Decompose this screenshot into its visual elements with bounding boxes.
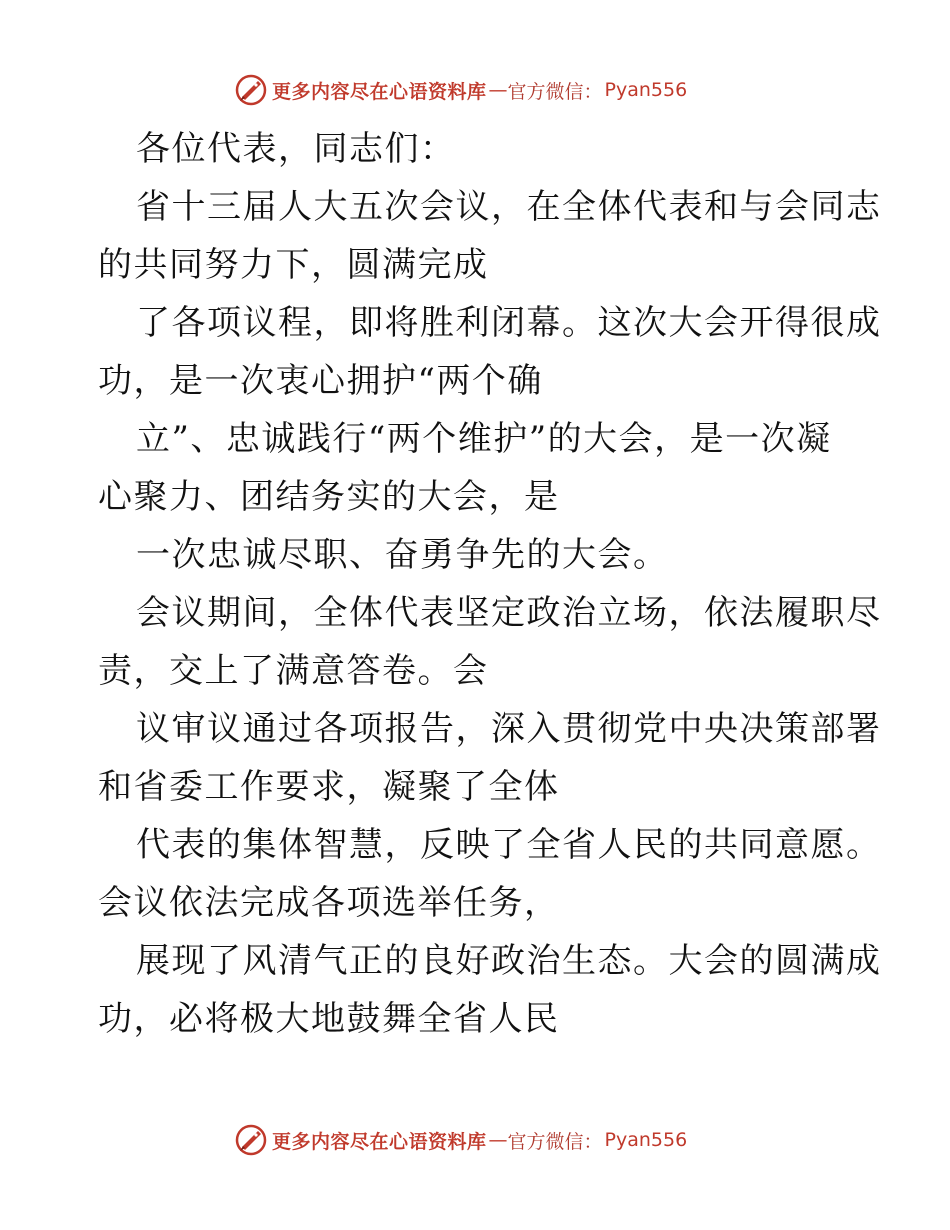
paragraph-line: 心聚力、团结务实的大会，是 — [98, 477, 560, 517]
pen-nib-logo-icon — [234, 1123, 268, 1157]
banner-wechat-label: 官方微信： — [507, 80, 603, 103]
banner-site-text: 更多内容尽在心语资料库 — [272, 80, 487, 103]
banner-wechat-label: 官方微信： — [507, 1130, 603, 1153]
banner-dash: — — [488, 1129, 508, 1151]
salutation-line: 各位代表，同志们： — [136, 129, 456, 169]
banner-wechat-id: Pyan556 — [604, 1129, 688, 1151]
paragraph-line: 会议期间，全体代表坚定政治立场，依法履职尽 — [136, 593, 882, 633]
paragraph-line: 议审议通过各项报告，深入贯彻党中央决策部署 — [136, 709, 882, 749]
paragraph-line: 功，必将极大地鼓舞全省人民 — [98, 999, 560, 1039]
paragraph-line: 展现了风清气正的良好政治生态。大会的圆满成 — [136, 941, 882, 981]
document-body — [98, 120, 882, 1048]
paragraph-line: 省十三届人大五次会议，在全体代表和与会同志 — [136, 187, 882, 227]
paragraph-line: 立”、忠诚践行“两个维护”的大会，是一次凝 — [136, 419, 832, 459]
paragraph-line: 和省委工作要求，凝聚了全体 — [98, 767, 560, 807]
paragraph-line: 一次忠诚尽职、奋勇争先的大会。 — [136, 535, 669, 575]
pen-nib-logo-icon — [234, 73, 268, 107]
paragraph-line: 的共同努力下，圆满完成 — [98, 245, 489, 285]
paragraph-line: 会议依法完成各项选举任务， — [98, 883, 560, 923]
footer-banner — [234, 1122, 734, 1158]
banner-site-text: 更多内容尽在心语资料库 — [272, 1130, 487, 1153]
banner-wechat-id: Pyan556 — [604, 79, 688, 101]
paragraph-line: 责，交上了满意答卷。会 — [98, 651, 489, 691]
banner-dash: — — [488, 79, 508, 101]
paragraph-line: 了各项议程，即将胜利闭幕。这次大会开得很成 — [136, 303, 882, 343]
paragraph-line: 代表的集体智慧，反映了全省人民的共同意愿。 — [136, 825, 882, 865]
paragraph-line: 功，是一次衷心拥护“两个确 — [98, 361, 543, 401]
header-banner — [234, 72, 734, 108]
